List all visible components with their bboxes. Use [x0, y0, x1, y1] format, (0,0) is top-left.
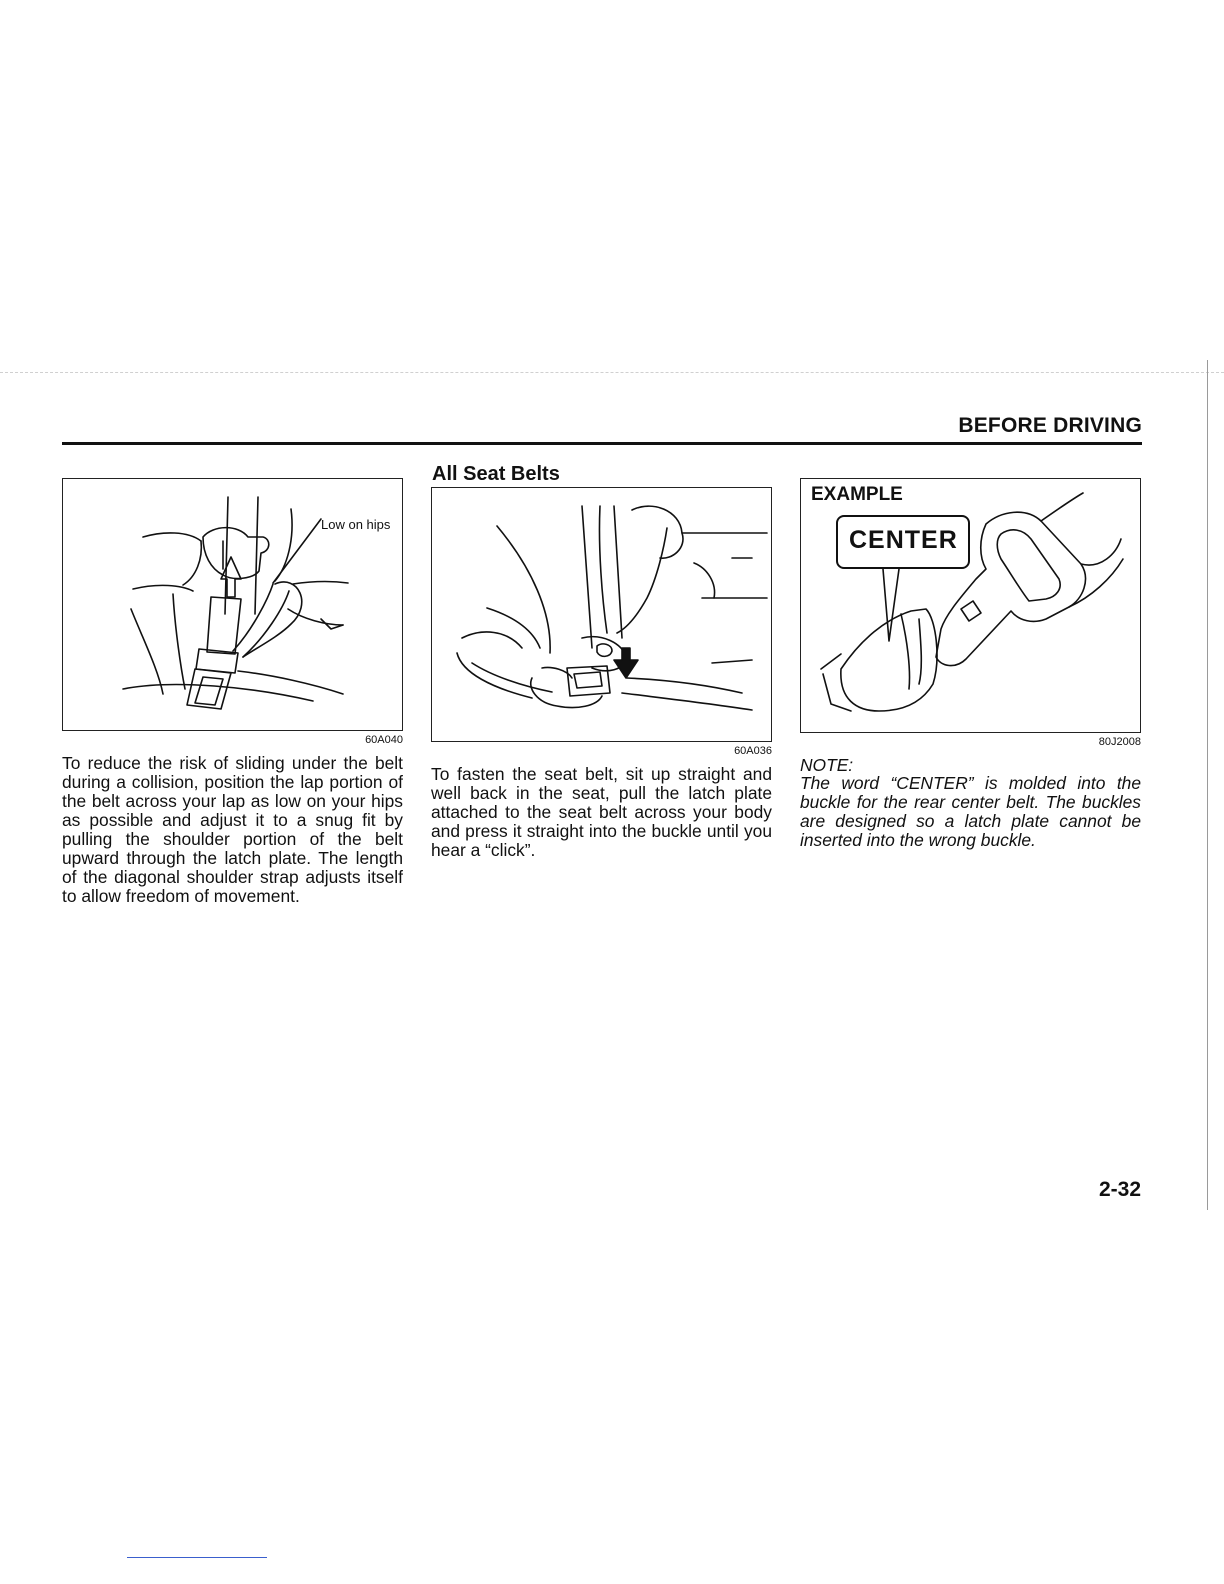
figure-lap-belt [62, 478, 403, 731]
all-seat-belts-heading: All Seat Belts [432, 463, 560, 485]
center-callout-text: CENTER [849, 526, 958, 554]
page-number: 2-32 [1098, 1178, 1141, 1201]
fastening-belt-illustration [432, 488, 772, 742]
scan-artifact-line [0, 372, 1224, 373]
figure-center-buckle [800, 478, 1141, 733]
figure-code-60A036: 60A036 [734, 745, 772, 757]
figure-fastening-belt [431, 487, 772, 742]
fasten-belt-paragraph: To fasten the seat belt, sit up straight and well back in the seat, pull the latch plate attached to the seat belt across your body and press it straight into the buckle until you hear a “click”. [431, 764, 772, 860]
note-label: NOTE: [800, 755, 854, 775]
figure-code-80J2008: 80J2008 [1098, 736, 1141, 748]
example-label: EXAMPLE [811, 484, 903, 505]
footer-link-underline [127, 1557, 267, 1558]
figure-code-60A040: 60A040 [365, 734, 403, 746]
header-rule [62, 442, 1142, 445]
page-edge-line [1207, 360, 1208, 1210]
section-title: BEFORE DRIVING [958, 414, 1142, 437]
note-text: The word “CENTER” is molded into the buckle for the rear center belt. The buckles are designed so a latch plate cannot be inserted into the wrong buckle. [800, 773, 1141, 850]
callout-low-on-hips: Low on hips [321, 517, 391, 532]
lap-belt-paragraph: To reduce the risk of sliding under the belt during a collision, position the lap portion of the belt across your lap as low on your hips as possible and adjust it to a snug fit by pulling the shoulder portion of the belt upward through the latch plate. The length of the diagonal shoulder strap adjusts itself to allow freedom of movement. [62, 753, 403, 906]
